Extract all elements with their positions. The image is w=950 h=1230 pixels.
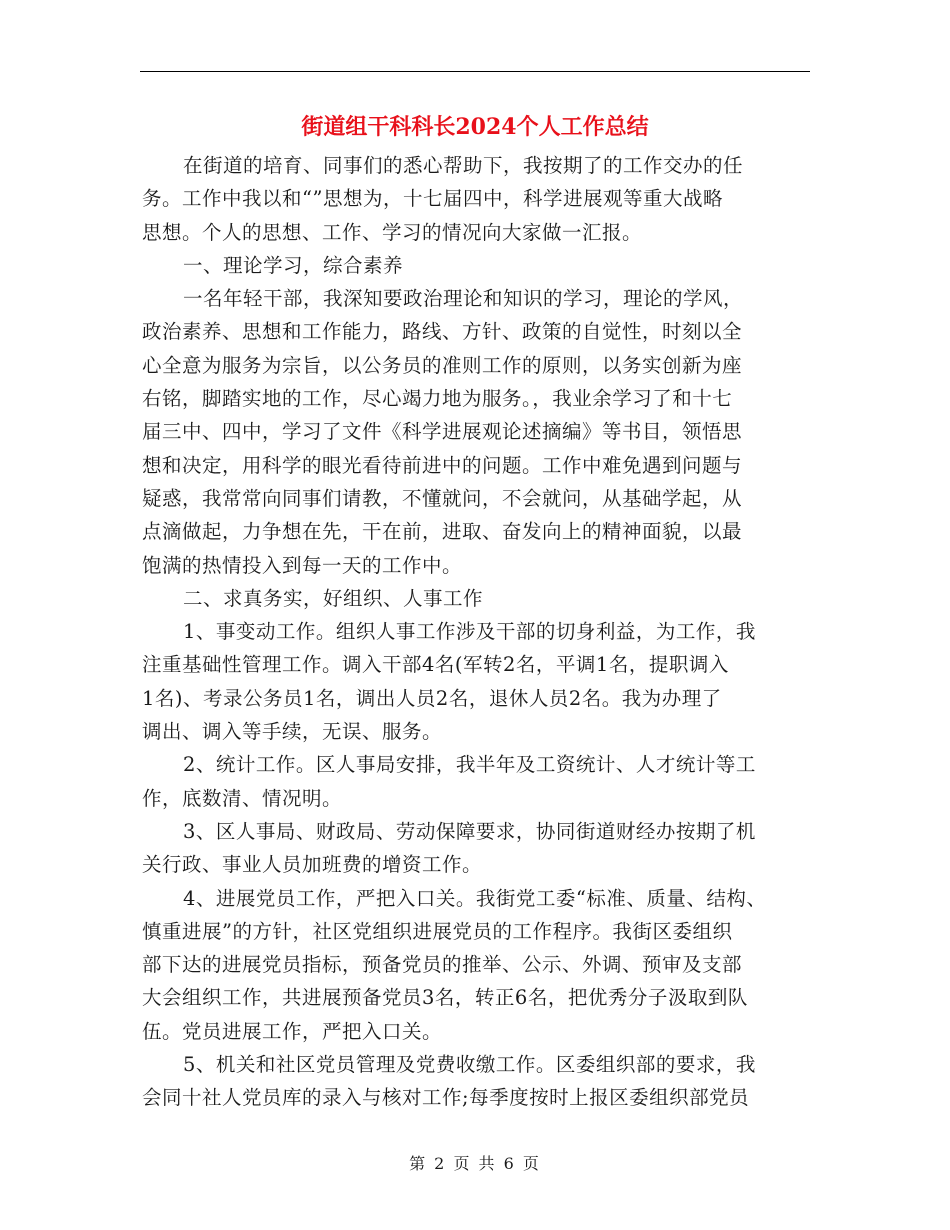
- body-line: 3、区人事局、财政局、劳动保障要求，协同街道财经办按期了机: [183, 819, 756, 843]
- page-number: 第 2 页 共 6 页: [409, 1154, 541, 1173]
- body-line: 1名)、考录公务员1名，调出人员2名，退休人员2名。我为办理了: [142, 686, 722, 710]
- body-line: 1、事变动工作。组织人事工作涉及干部的切身利益，为工作，我: [183, 620, 756, 644]
- body-line: 伍。党员进展工作，严把入口关。: [142, 1019, 443, 1043]
- body-line: 务。工作中我以和“”思想为，十七届四中，科学进展观等重大战略: [142, 187, 723, 211]
- body-line: 心全意为服务为宗旨，以公务员的准则工作的原则，以务实创新为座: [142, 353, 743, 377]
- body-line: 作，底数清、情况明。: [142, 786, 343, 810]
- body-line: 疑惑，我常常向同事们请教，不懂就问，不会就问，从基础学起，从: [142, 486, 743, 510]
- body-line: 右铭，脚踏实地的工作，尽心竭力地为服务。，我业余学习了和十七: [142, 387, 733, 411]
- body-line: 饱满的热情投入到每一天的工作中。: [142, 553, 463, 577]
- body-line: 思想。个人的思想、工作、学习的情况向大家做一汇报。: [142, 220, 643, 244]
- body-line: 注重基础性管理工作。调入干部4名(军转2名，平调1名，提职调入: [142, 653, 729, 677]
- body-line: 政治素养、思想和工作能力，路线、方针、政策的自觉性，时刻以全: [142, 320, 743, 344]
- header-rule: [140, 71, 810, 72]
- body-line: 会同十社人党员库的录入与核对工作;每季度按时上报区委组织部党员: [142, 1086, 750, 1110]
- body-line: 慎重进展”的方针，社区党组织进展党员的工作程序。我街区委组织: [142, 919, 733, 943]
- document-title: 街道组干科科长2024个人工作总结: [301, 114, 649, 140]
- body-line: 届三中、四中，学习了文件《科学进展观论述摘编》等书目，领悟思: [142, 420, 743, 444]
- section-heading: 二、求真务实，好组织、人事工作: [183, 586, 484, 610]
- document-body: [142, 149, 810, 1115]
- body-line: 在街道的培育、同事们的悉心帮助下，我按期了的工作交办的任: [183, 154, 744, 177]
- body-line: 5、机关和社区党员管理及党费收缴工作。区委组织部的要求，我: [183, 1053, 756, 1077]
- body-line: 点滴做起，力争想在先，干在前，进取、奋发向上的精神面貌，以最: [142, 520, 743, 544]
- body-line: 部下达的进展党员指标，预备党员的推举、公示、外调、预审及支部: [142, 953, 743, 977]
- body-line: 调出、调入等手续，无误、服务。: [142, 720, 443, 744]
- body-line: 4、进展党员工作，严把入口关。我街党工委“标准、质量、结构、: [183, 886, 767, 910]
- body-line: 一名年轻干部，我深知要政治理论和知识的学习，理论的学风，: [183, 287, 744, 311]
- section-heading: 一、理论学习，综合素养: [183, 253, 404, 277]
- body-line: 关行政、事业人员加班费的增资工作。: [142, 853, 483, 877]
- body-line: 想和决定，用科学的眼光看待前进中的问题。工作中难免遇到问题与: [142, 453, 743, 477]
- body-line: 大会组织工作，共进展预备党员3名，转正6名，把优秀分子汲取到队: [142, 986, 748, 1010]
- body-line: 2、统计工作。区人事局安排，我半年及工资统计、人才统计等工: [183, 753, 756, 777]
